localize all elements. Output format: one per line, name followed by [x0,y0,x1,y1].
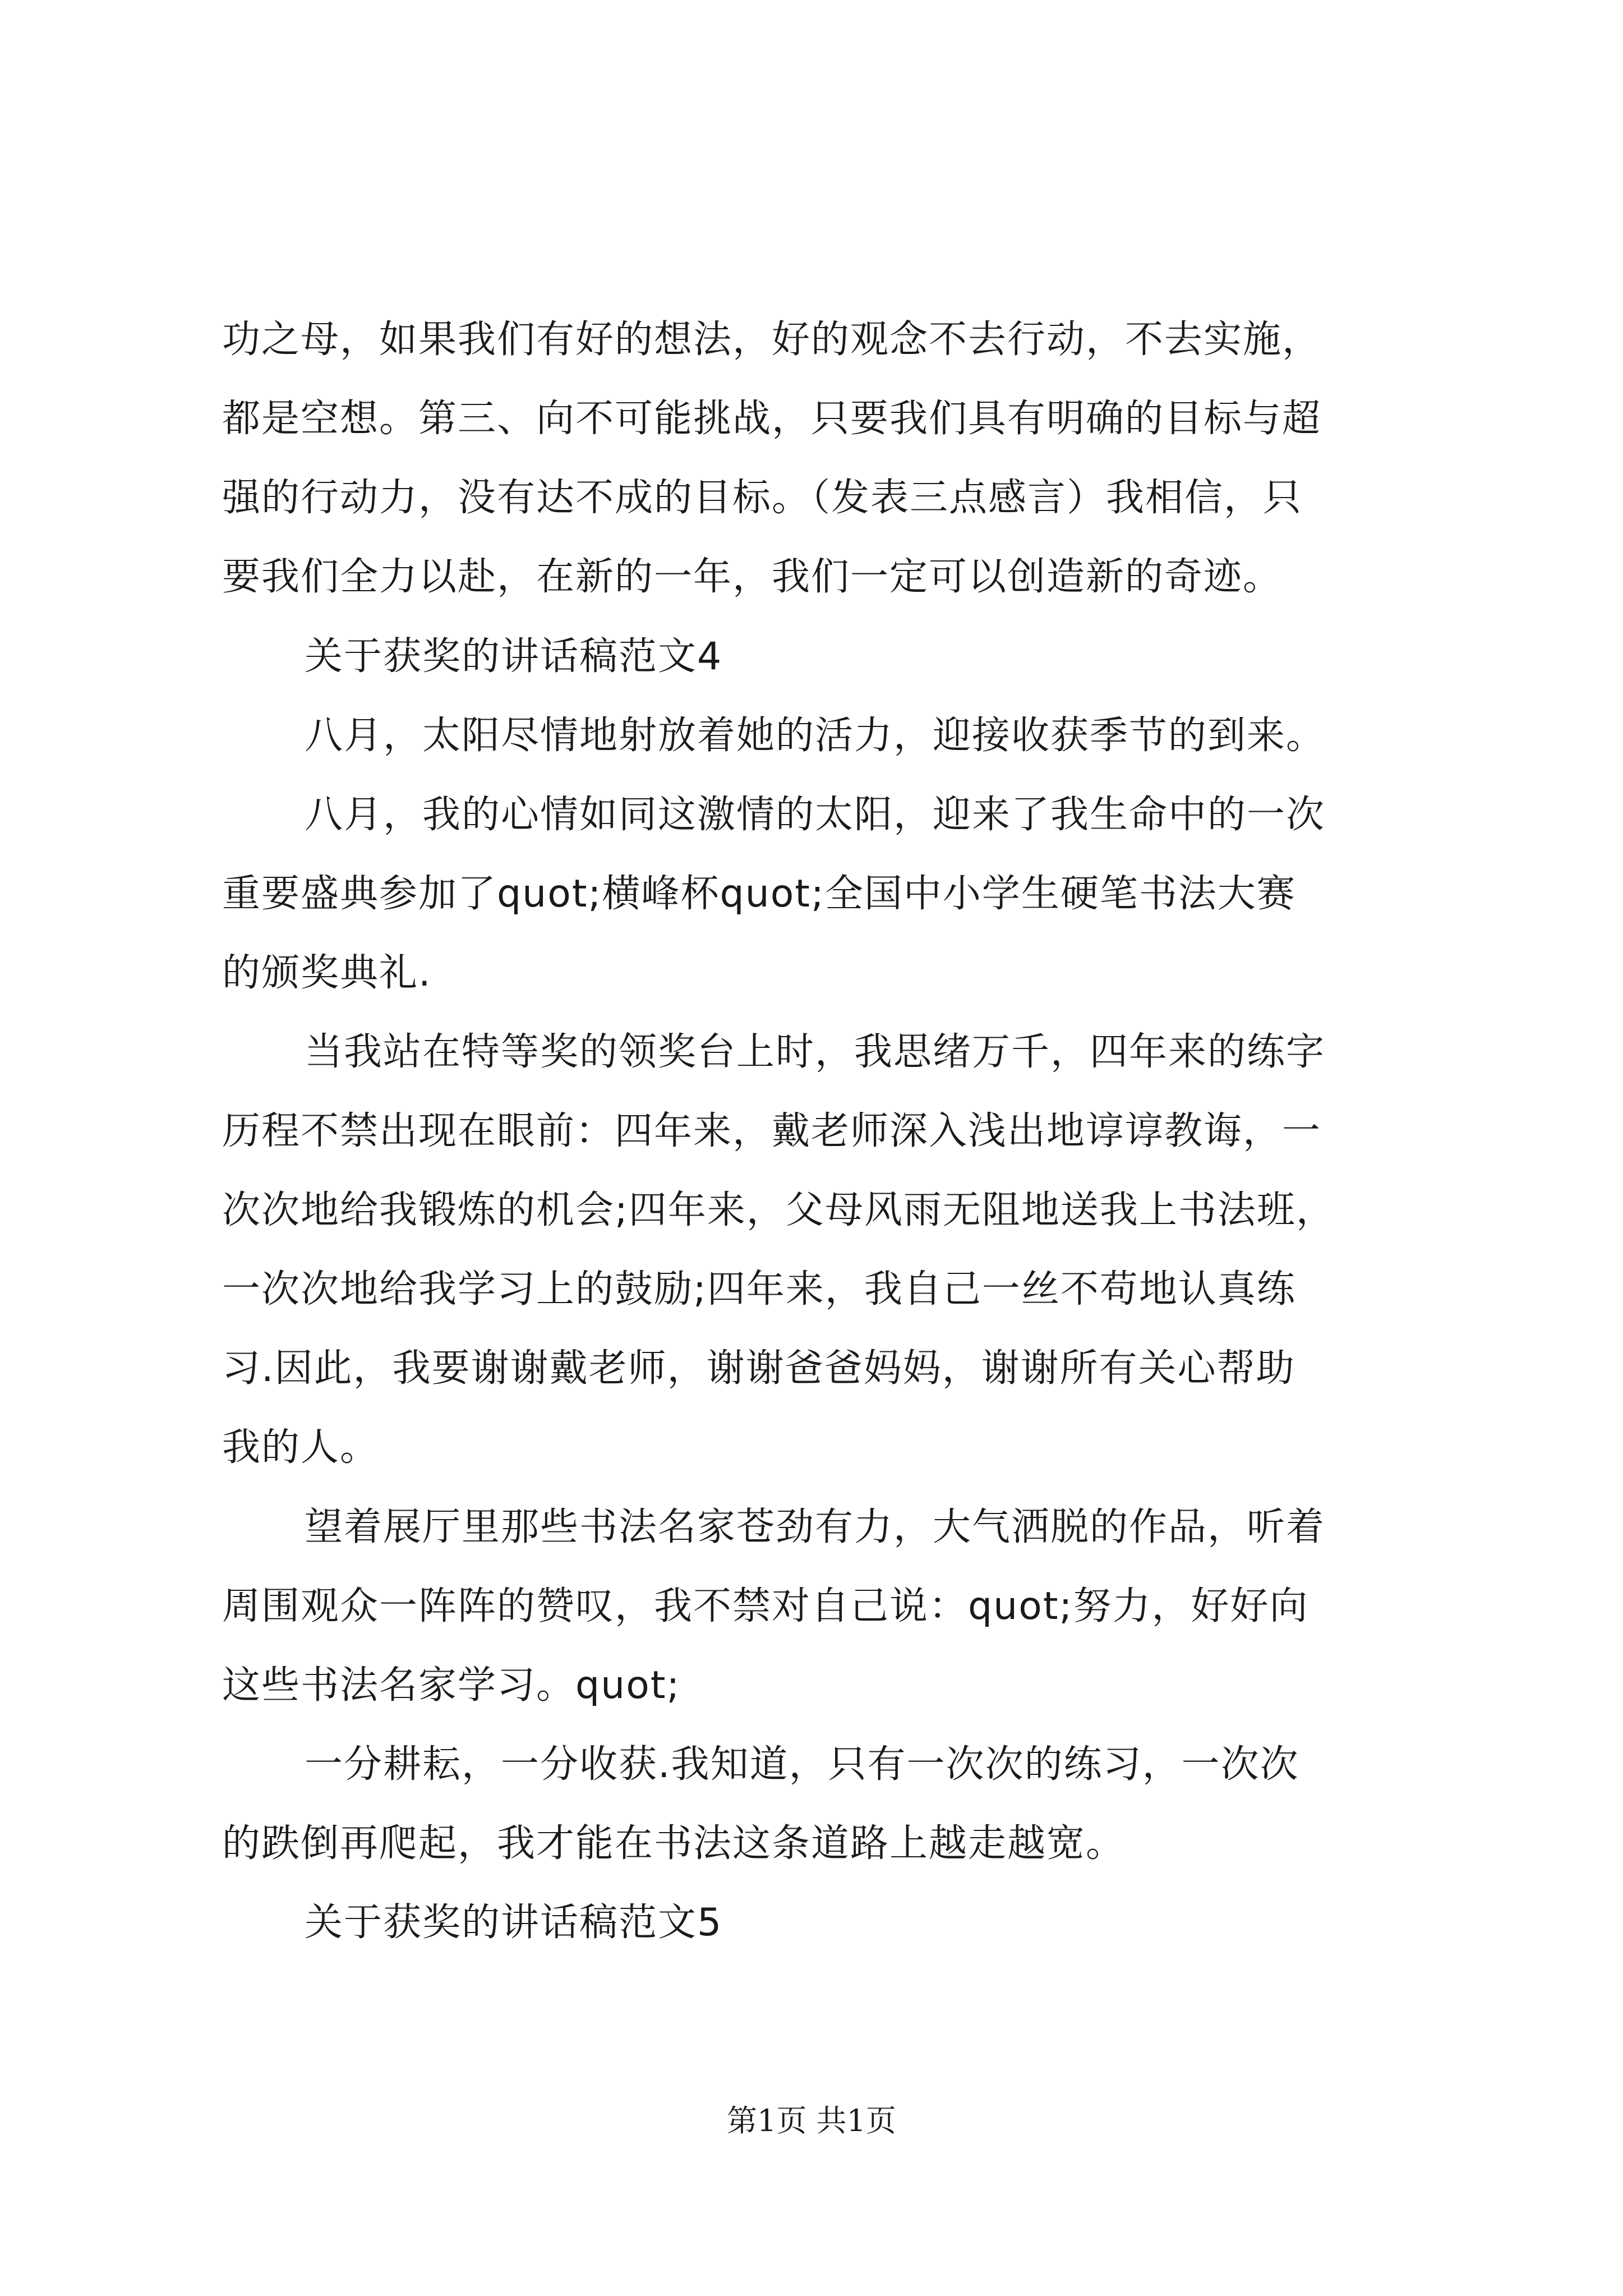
section-heading: 关于获奖的讲话稿范文5 [305,1901,723,1945]
body-text-line: 习.因此，我要谢谢戴老师，谢谢爸爸妈妈，谢谢所有关心帮助 [222,1346,1295,1391]
body-text-line: 这些书法名家学习。quot; [222,1663,681,1708]
body-text-line: 的颁奖典礼. [222,951,432,995]
body-text-line: 强的行动力，没有达不成的目标。（发表三点感言）我相信，只 [222,476,1303,520]
paragraph-start-line: 八月，太阳尽情地射放着她的活力，迎接收获季节的到来。 [305,714,1326,758]
paragraph-start-line: 望着展厅里那些书法名家苍劲有力，大气洒脱的作品，听着 [305,1505,1326,1549]
body-text-line: 一次次地给我学习上的鼓励;四年来，我自己一丝不苟地认真练 [222,1267,1296,1312]
body-text-line: 要我们全力以赴，在新的一年，我们一定可以创造新的奇迹。 [222,555,1283,599]
paragraph-start-line: 一分耕耘，一分收获.我知道，只有一次次的练习，一次次 [305,1742,1299,1787]
body-text-line: 历程不禁出现在眼前：四年来，戴老师深入浅出地谆谆教诲，一 [222,1109,1322,1153]
page-footer: 第1页 共1页 [727,2103,896,2138]
body-text-line: 我的人。 [222,1425,380,1470]
body-text-line: 都是空想。第三、向不可能挑战，只要我们具有明确的目标与超 [222,397,1322,441]
paragraph-start-line: 八月，我的心情如同这激情的太阳，迎来了我生命中的一次 [305,793,1326,837]
paragraph-start-line: 当我站在特等奖的领奖台上时，我思绪万千，四年来的练字 [305,1030,1326,1074]
body-text-line: 功之母，如果我们有好的想法，好的观念不去行动，不去实施， [222,318,1322,362]
body-text-line: 周围观众一阵阵的赞叹，我不禁对自己说：quot;努力，好好向 [222,1584,1309,1628]
body-text-line: 次次地给我锻炼的机会;四年来，父母风雨无阻地送我上书法班， [222,1188,1335,1232]
section-heading: 关于获奖的讲话稿范文4 [305,634,723,679]
body-text-line: 的跌倒再爬起，我才能在书法这条道路上越走越宽。 [222,1821,1126,1866]
body-text-line: 重要盛典参加了quot;横峰杯quot;全国中小学生硬笔书法大赛 [222,872,1296,916]
